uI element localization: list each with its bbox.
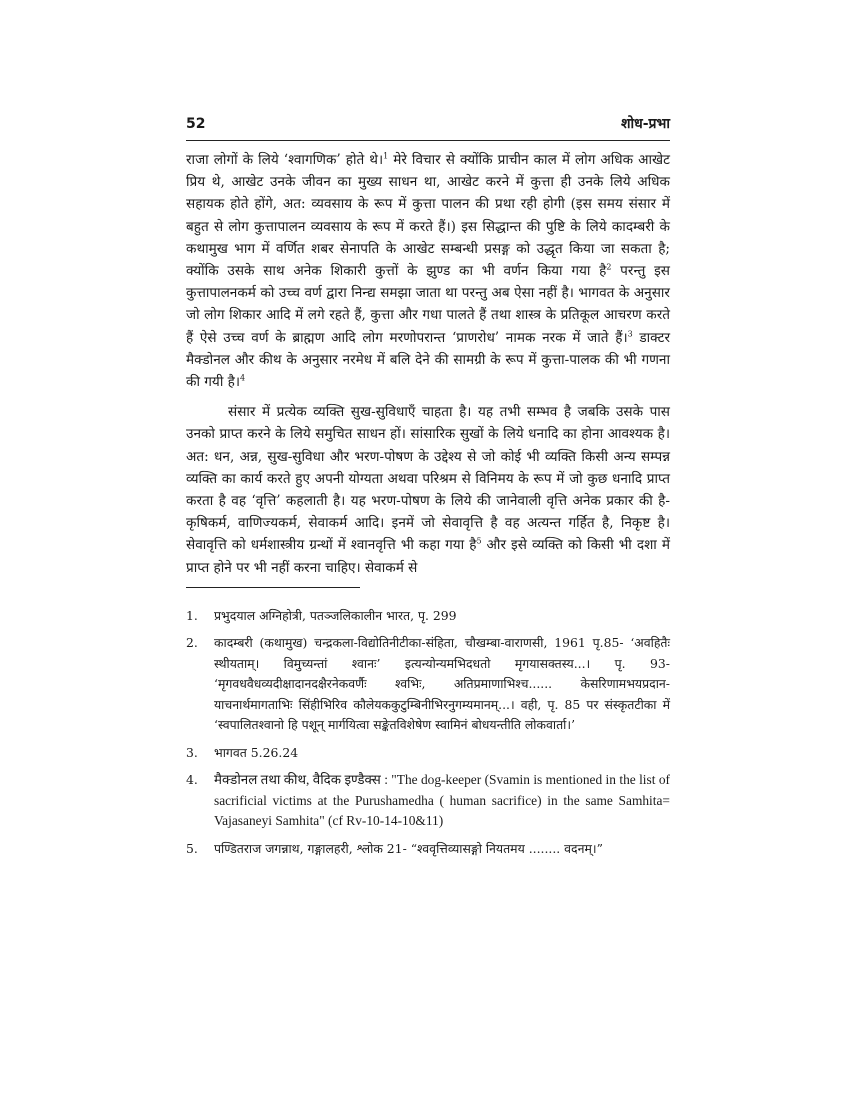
body-text — [186, 149, 670, 579]
paragraph-2 — [186, 401, 670, 579]
footnote-item — [186, 633, 670, 736]
paragraph-text: और इसे व्यक्ति को किसी भी दशा में प्राप्त होने पर भी नहीं करना चाहिए। सेवाकर्म से — [186, 537, 670, 576]
footnote-number: 4. — [186, 772, 198, 788]
footnote-ref[interactable]: 4 — [240, 373, 246, 383]
footnote-number: 2. — [186, 635, 198, 651]
paragraph-text: परन्तु इस कुत्तापालनकर्म को उच्च वर्ण द्वारा निन्द्य समझा जाता था परन्तु अब ऐसा नहीं है। भागवत के अनुसार जो लोग शिकार आदि में लगे रहते हैं, कुत्ता और गधा पालते हैं तथा शास्त्र के प्रतिकूल आचरण करते हैं ऐसे उच्च वर्ण के ब्राह्मण आदि लोग मरणोपरान्त ‘प्राणरोध’ नामक नरक में जाते हैं। — [186, 263, 670, 346]
footnote-number: 3. — [186, 744, 198, 760]
footnote-item — [186, 743, 670, 764]
footnote-number: 5. — [186, 840, 198, 856]
page-number: 52 — [186, 116, 206, 132]
footnote-number: 1. — [186, 607, 198, 623]
footnote-text: प्रभुदयाल अग्निहोत्री, पतञ्जलिकालीन भारत, पृ. 299 — [214, 607, 457, 623]
footnote-text: भागवत 5.26.24 — [214, 744, 299, 760]
footnote-ref[interactable]: 2 — [606, 262, 612, 272]
paragraph-text: राजा लोगों के लिये ‘श्वागणिक’ होते थे। — [186, 152, 384, 168]
footnote-separator — [186, 587, 360, 588]
footnote-ref[interactable]: 3 — [627, 329, 633, 339]
journal-title: शोध-प्रभा — [620, 116, 670, 132]
footnote-item — [186, 606, 670, 627]
document-page — [186, 114, 670, 866]
footnote-item — [186, 770, 670, 832]
footnote-item — [186, 839, 670, 860]
footnote-text: कादम्बरी (कथामुख) चन्द्रकला-विद्योतिनीटीका-संहिता, चौखम्बा-वाराणसी, 1961 पृ.85- ‘अवहितैः स्थीयताम्। विमुच्यन्तां श्वानः’ इत्यन्योन्यमभिदधतो मृगयासक्तस्य...। पृ. 93- ‘मृगवधवैधव्यदीक्षादानदक्षैरनेकवर्णैः श्वभिः, अतिप्रमाणाभिश्च...... केसरिणामभयप्रदान-याचनार्थमागताभिः सिंहीभिरिव कौलेयककुटुम्बिनीभिरनुगम्यमानम्...। वही, पृ. 85 पर संस्कृतटीका में ‘स्वपालितश्वानो हि पशून् मार्गयित्वा सङ्केतविशेषेण स्वामिनं बोधयन्तीति लोकवार्ता।’ — [214, 635, 670, 733]
footnote-ref[interactable]: 5 — [476, 536, 482, 546]
paragraph-text: डाक्टर मैक्डोनल और कीथ के अनुसार नरमेध में बलि देने की सामग्री के रूप में कुत्ता-पालक की भी गणना की गयी है। — [186, 329, 671, 391]
footnote-text: पण्डितराज जगन्नाथ, गङ्गालहरी, श्लोक 21- “श्ववृत्तिव्यासङ्गो नियतमय ........ वदनम्।” — [214, 840, 603, 856]
paragraph-1 — [186, 149, 670, 393]
paragraph-text: संसार में प्रत्येक व्यक्ति सुख-सुविधाएँ चाहता है। यह तभी सम्भव है जबकि उसके पास उनको प्राप्त करने के लिये समुचित साधन हों। सांसारिक सुखों के लिये धनादि का होना आवश्यक है। अत: धन, अन्न, सुख-सुविधा और भरण-पोषण के उद्देश्य से जो कोई भी व्यक्ति किसी अन्य सम्पन्न व्यक्ति का कार्य करते हुए अपनी योग्यता अथवा परिश्रम से विनिमय के रूप में जो कुछ धनादि प्राप्त करता है वह ‘वृत्ति’ कहलाती है। यह भरण-पोषण के लिये की जानेवाली वृत्ति अनेक प्रकार की है- कृषिकर्म, वाणिज्यकर्म, सेवाकर्म आदि। इनमें जो सेवावृत्ति है वह अत्यन्त गर्हित है, निकृष्ट है। सेवावृत्ति को धर्मशास्त्रीय ग्रन्थों में श्वानवृत्ति भी कहा गया है — [186, 404, 670, 554]
footnotes — [186, 606, 670, 860]
header-rule — [186, 140, 670, 141]
footnote-text: मैक्डोनल तथा कीथ, वैदिक इण्डैक्स : "The dog-keeper (Svamin is mentioned in the list of sacrificial victims at the Purushamedha ( human sacrifice) in the same Samhita= Vajasaneyi Samhita" (cf Rv-10-14-10&11) — [214, 772, 670, 829]
footnote-ref[interactable]: 1 — [383, 151, 389, 161]
running-head — [186, 114, 670, 136]
paragraph-text: मेरे विचार से क्योंकि प्राचीन काल में लोग अधिक आखेट प्रिय थे, आखेट उनके जीवन का मुख्य साधन था, आखेट करने में कुत्ता ही उनके लिये अधिक सहायक होते होंगे, अत: व्यवसाय के रूप में कुत्ता पालन की प्रथा रही होगी (इस समय संसार में बहुत से लोग कुत्तापालन व्यवसाय के रूप में करते हैं।) इस सिद्धान्त की पुष्टि के लिये कादम्बरी के कथामुख भाग में वर्णित शबर सेनापति के आखेट सम्बन्धी प्रसङ्ग को उद्धृत किया जा सकता है; क्योंकि उसके साथ अनेक शिकारी कुत्तों के झुण्ड का भी वर्णन किया गया है — [186, 152, 670, 280]
